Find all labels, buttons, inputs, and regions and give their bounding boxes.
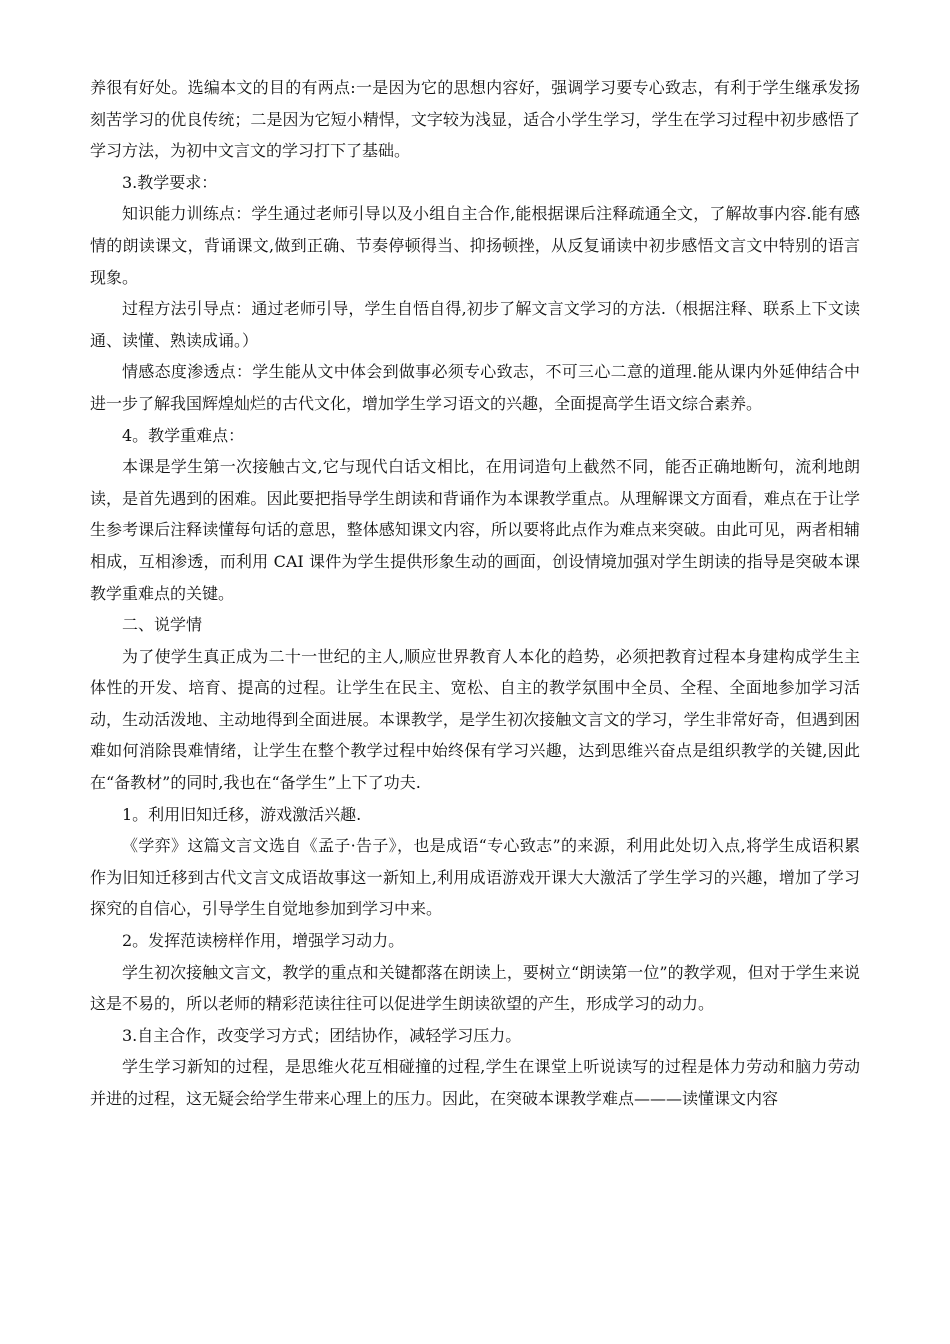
document-page — [90, 72, 860, 1115]
heading-key-difficulties: 4。教学重难点： — [122, 425, 245, 445]
paragraph-knowledge-skills: 知识能力训练点：学生通过老师引导以及小组自主合作,能根据课后注释疏通全文，了解故事内容.能有感情的朗读课文，背诵课文,做到正确、节奏停顿得当、抑扬顿挫，从反复诵读中初步感悟文言文中特别的语言现象。 — [90, 204, 860, 287]
paragraph-student-analysis: 为了使学生真正成为二十一世纪的主人,顺应世界教育人本化的趋势，必须把教育过程本身建构成学生主体性的开发、培育、提高的过程。让学生在民主、宽松、自主的教学氛围中全员、全程、全面地参加学习活动，生动活泼地、主动地得到全面进展。本课教学，是学生初次接触文言文的学习，学生非常好奇，但遇到困难如何消除畏难情绪，让学生在整个教学过程中始终保有学习兴趣，达到思维兴奋点是组织教学的关键,因此在“备教材”的同时,我也在“备学生”上下了功夫. — [90, 646, 860, 793]
paragraph-purpose: 养很有好处。选编本文的目的有两点:一是因为它的思想内容好，强调学习要专心致志，有利于学生继承发扬刻苦学习的优良传统；二是因为它短小精悍，文字较为浅显，适合小学生学习，学生在学习过程中初步感悟了学习方法，为初中文言文的学习打下了基础。 — [90, 78, 860, 161]
heading-student-analysis: 二、说学情 — [122, 615, 203, 635]
heading-cooperation: 3.自主合作，改变学习方式；团结协作，减轻学习压力。 — [122, 1025, 522, 1045]
heading-knowledge-transfer: 1。利用旧知迁移，游戏激活兴趣. — [122, 804, 362, 824]
paragraph-cooperation: 学生学习新知的过程，是思维火花互相碰撞的过程,学生在课堂上听说读写的过程是体力劳动和脑力劳动并进的过程，这无疑会给学生带来心理上的压力。因此，在突破本课教学难点———读懂课文内容 — [90, 1057, 860, 1108]
paragraph-key-difficulties: 本课是学生第一次接触古文,它与现代白话文相比，在用词造句上截然不同，能否正确地断句，流利地朗读，是首先遇到的困难。因此要把指导学生朗读和背诵作为本课教学重点。从理解课文方面看，难点在于让学生参考课后注释读懂每句话的意思，整体感知课文内容，所以要将此点作为难点来突破。由此可见，两者相辅相成，互相渗透，而利用 CAI 课件为学生提供形象生动的画面，创设情境加强对学生朗读的指导是突破本课教学重难点的关键。 — [90, 457, 860, 603]
paragraph-emotion-attitude: 情感态度渗透点：学生能从文中体会到做事必须专心致志，不可三心二意的道理.能从课内外延伸结合中进一步了解我国辉煌灿烂的古代文化，增加学生学习语文的兴趣，全面提高学生语文综合素养。 — [90, 362, 860, 413]
heading-model-reading: 2。发挥范读榜样作用，增强学习动力。 — [122, 931, 405, 951]
paragraph-model-reading: 学生初次接触文言文，教学的重点和关键都落在朗读上，要树立“朗读第一位”的教学观，但对于学生来说这是不易的，所以老师的精彩范读往往可以促进学生朗读欲望的产生，形成学习的动力。 — [90, 962, 860, 1014]
paragraph-process-method: 过程方法引导点：通过老师引导，学生自悟自得,初步了解文言文学习的方法.（根据注释、联系上下文读通、读懂、熟读成诵。） — [90, 299, 860, 350]
paragraph-knowledge-transfer: 《学弈》这篇文言文选自《孟子·告子》，也是成语“专心致志”的来源，利用此处切入点,将学生成语积累作为旧知迁移到古代文言文成语故事这一新知上,利用成语游戏开课大大激活了学生学习的兴趣，增加了学习探究的自信心，引导学生自觉地参加到学习中来。 — [90, 836, 860, 919]
heading-teaching-requirements: 3.教学要求： — [122, 172, 218, 192]
